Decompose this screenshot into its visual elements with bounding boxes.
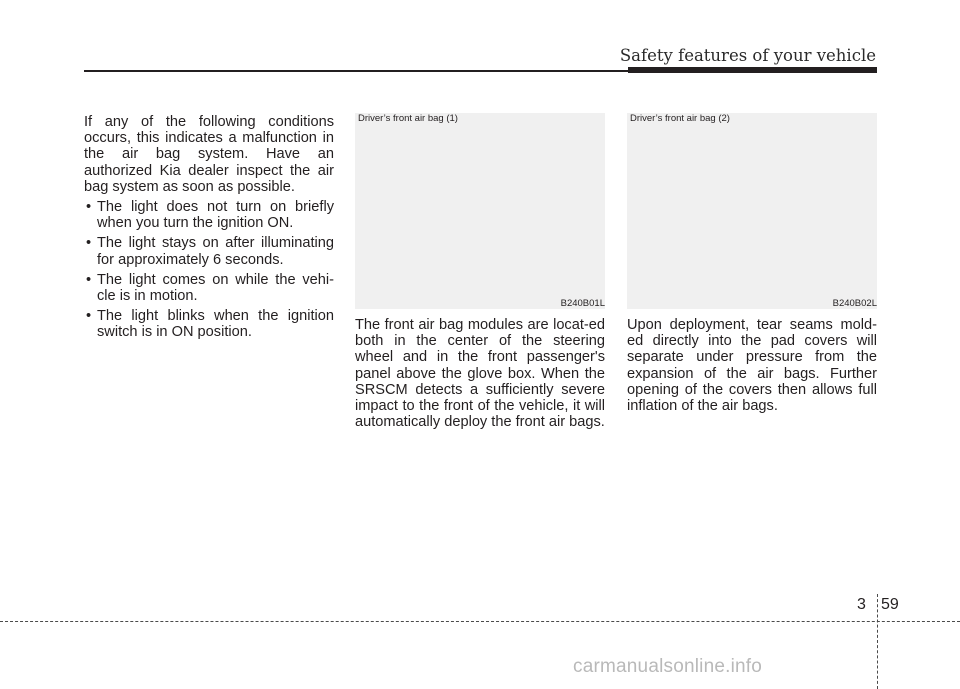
list-item	[84, 199, 334, 231]
bullet-icon: •	[86, 235, 92, 252]
page-header-title: Safety features of your vehicle	[619, 46, 876, 65]
column-right	[627, 317, 877, 414]
footer-divider	[877, 594, 878, 689]
list-item-text: The light comes on while the vehi-cle is in motion.	[97, 271, 334, 305]
bullet-icon: •	[86, 271, 92, 288]
page-number: 59	[881, 596, 899, 613]
figure-drivers-airbag-1	[355, 113, 605, 309]
section-number: 3	[857, 596, 866, 613]
list-item	[84, 308, 334, 340]
watermark-text: carmanualsonline.info	[573, 656, 763, 677]
header-rule	[84, 70, 629, 72]
list-item-text: The light blinks when the ignition switch is in ON position.	[97, 308, 334, 341]
airbag-location-paragraph: The front air bag modules are locat-ed both in the center of the steering wheel and in the front passenger's panel above the glove box. When the SRSCM detects a sufficiently severe impact to the front of the vehicle, it will automatically deploy the front air bags.	[355, 317, 605, 431]
figure-code: B240B01L	[560, 298, 605, 309]
list-item-text: The light stays on after illuminating for approximately 6 seconds.	[97, 235, 334, 268]
figure-caption: Driver’s front air bag (2)	[630, 113, 730, 124]
column-middle	[355, 317, 605, 430]
list-item	[84, 235, 334, 267]
figure-drivers-airbag-2	[627, 113, 877, 309]
column-left	[84, 114, 334, 345]
header-rule-accent	[628, 67, 877, 73]
bullet-icon: •	[86, 199, 92, 216]
list-item	[84, 272, 334, 304]
bullet-icon: •	[86, 308, 92, 325]
malfunction-list	[84, 199, 334, 341]
footer-rule	[0, 621, 960, 622]
figure-caption: Driver’s front air bag (1)	[358, 113, 458, 124]
list-item-text: The light does not turn on briefly when you turn the ignition ON.	[97, 199, 334, 232]
airbag-deployment-paragraph: Upon deployment, tear seams mold-ed directly into the pad covers will separate under pressure from the expansion of the air bags. Further opening of the covers then allows full inflation of the air bags.	[627, 317, 877, 415]
intro-paragraph: If any of the following conditions occurs, this indicates a malfunction in the air bag system. Have an authorized Kia dealer inspect the air bag system as soon as possible.	[84, 114, 334, 195]
figure-code: B240B02L	[832, 298, 877, 309]
